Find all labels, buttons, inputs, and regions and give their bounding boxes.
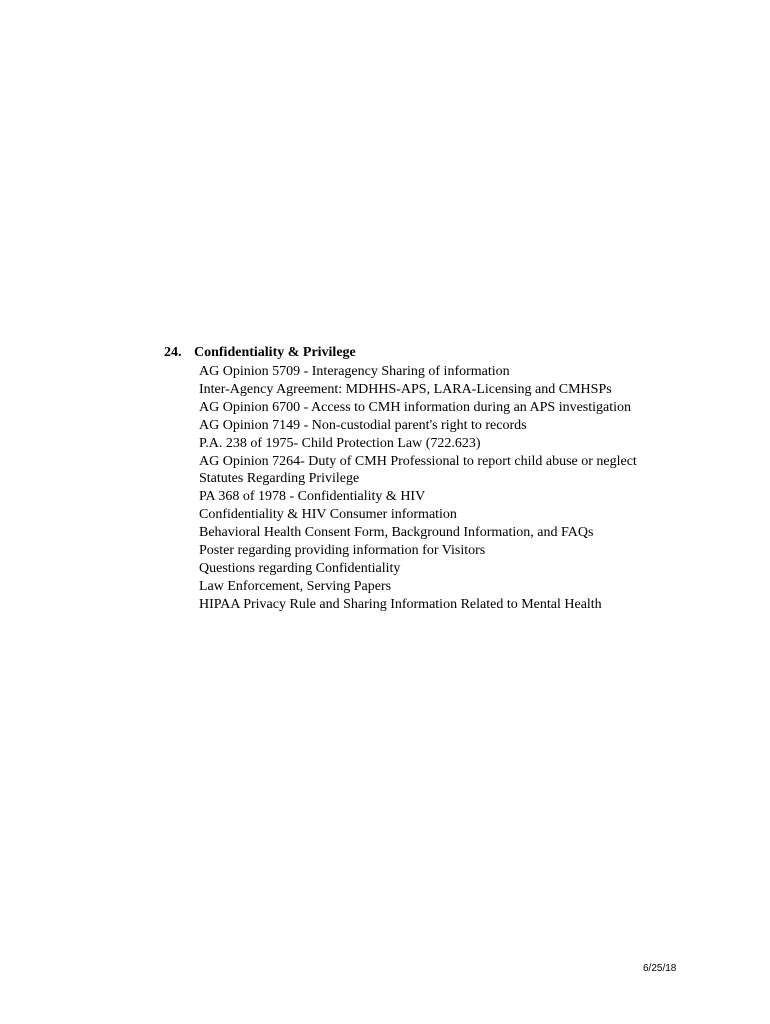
list-item[interactable]: HIPAA Privacy Rule and Sharing Information Related to Mental Health [199,596,602,612]
list-item[interactable]: Law Enforcement, Serving Papers [199,578,392,594]
list-item[interactable]: Questions regarding Confidentiality [199,560,401,576]
list-item[interactable]: Poster regarding providing information for Visitors [199,543,486,559]
section-heading [164,344,724,362]
list-item[interactable]: Confidentiality & HIV Consumer information [199,507,457,523]
section-title: Confidentiality & Privilege [194,345,356,360]
list-item[interactable]: P.A. 238 of 1975- Child Protection Law (722.623) [199,435,481,451]
list-item[interactable]: Inter-Agency Agreement: MDHHS-APS, LARA-Licensing and CMHSPs [199,381,612,397]
list-item[interactable]: AG Opinion 6700 - Access to CMH information during an APS investigation [199,399,632,415]
section-number: 24. [164,345,182,360]
list-item[interactable]: PA 368 of 1978 - Confidentiality & HIV [199,489,426,505]
list-item[interactable]: AG Opinion 7149 - Non-custodial parent's right to records [199,417,527,433]
document-item-list [164,363,724,614]
list-item[interactable]: Behavioral Health Consent Form, Background Information, and FAQs [199,525,594,541]
list-item[interactable]: AG Opinion 7264- Duty of CMH Professional to report child abuse or neglect [199,453,637,469]
list-item[interactable]: AG Opinion 5709 - Interagency Sharing of information [199,364,510,379]
section-confidentiality-privilege [164,344,724,614]
footer-date: 6/25/18 [643,963,677,974]
list-item[interactable]: Statutes Regarding Privilege [199,471,360,487]
